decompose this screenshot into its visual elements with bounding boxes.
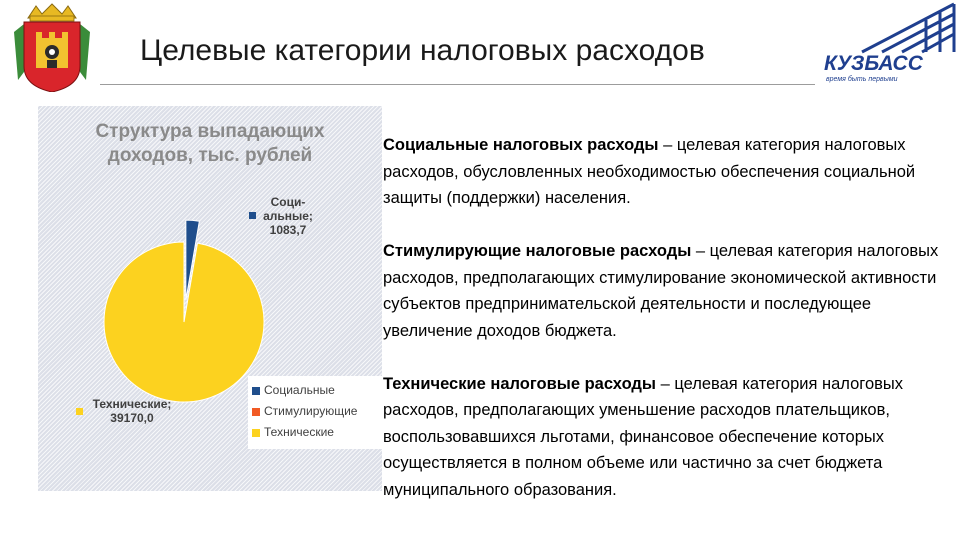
legend-label-social: Социальные	[264, 383, 335, 397]
legend-label-technical: Технические	[264, 425, 334, 439]
paragraph-stimulating	[383, 238, 953, 344]
paragraph-social-title: Социальные налоговых расходы	[383, 136, 659, 154]
title-divider	[100, 84, 815, 85]
kuzbass-logo	[822, 2, 956, 84]
legend-item-stimulating	[252, 401, 382, 422]
paragraph-technical-title: Технические налоговые расходы	[383, 374, 656, 393]
legend-item-technical	[252, 422, 382, 443]
legend-swatch-social	[252, 387, 260, 395]
data-label-social: Соци-альные; 1083,7	[263, 195, 313, 237]
chart-title	[38, 120, 382, 168]
chart-panel	[38, 106, 382, 491]
logo-tagline: время быть первыми	[826, 76, 898, 83]
paragraph-social-body: – целевая категория налоговых расходов, обусловленных необходимостью обеспечения социальной защиты (поддержки) населения.	[383, 136, 916, 207]
pie-slice-technical	[104, 242, 264, 402]
legend-label-stimulating: Стимулирующие	[264, 404, 358, 418]
definitions-text	[383, 132, 953, 530]
chart-legend	[248, 376, 382, 449]
paragraph-technical	[383, 371, 953, 504]
chart-title-line-2: доходов, тыс. рублей	[107, 145, 313, 166]
data-label-swatch-social	[249, 212, 256, 219]
chart-title-line-1: Структура выпадающих	[95, 121, 325, 142]
legend-item-social	[252, 380, 382, 401]
page-title: Целевые категории налоговых расходов	[140, 34, 705, 67]
data-label-technical: Технические; 39170,0	[92, 397, 172, 425]
logo-text: КУЗБАСС	[824, 52, 923, 75]
coat-of-arms-emblem	[10, 2, 94, 92]
paragraph-stimulating-body: – целевая категория налоговых расходов, предполагающих стимулирование экономической активности субъектов предпринимательской деятельности и последующее увеличение доходов бюджета.	[383, 242, 939, 340]
paragraph-stimulating-title: Стимулирующие налоговые расходы	[383, 242, 692, 260]
paragraph-technical-body: – целевая категория налоговых расходов, предполагающих уменьшение расходов плательщиков, воспользовавшихся льготами, финансовое обеспечение которых осуществляется в полном объеме или частично за счет бюджета муниципального образования.	[383, 374, 903, 499]
paragraph-social	[383, 132, 953, 212]
legend-swatch-stimulating	[252, 408, 260, 416]
data-label-swatch-technical	[76, 408, 83, 415]
legend-swatch-technical	[252, 429, 260, 437]
